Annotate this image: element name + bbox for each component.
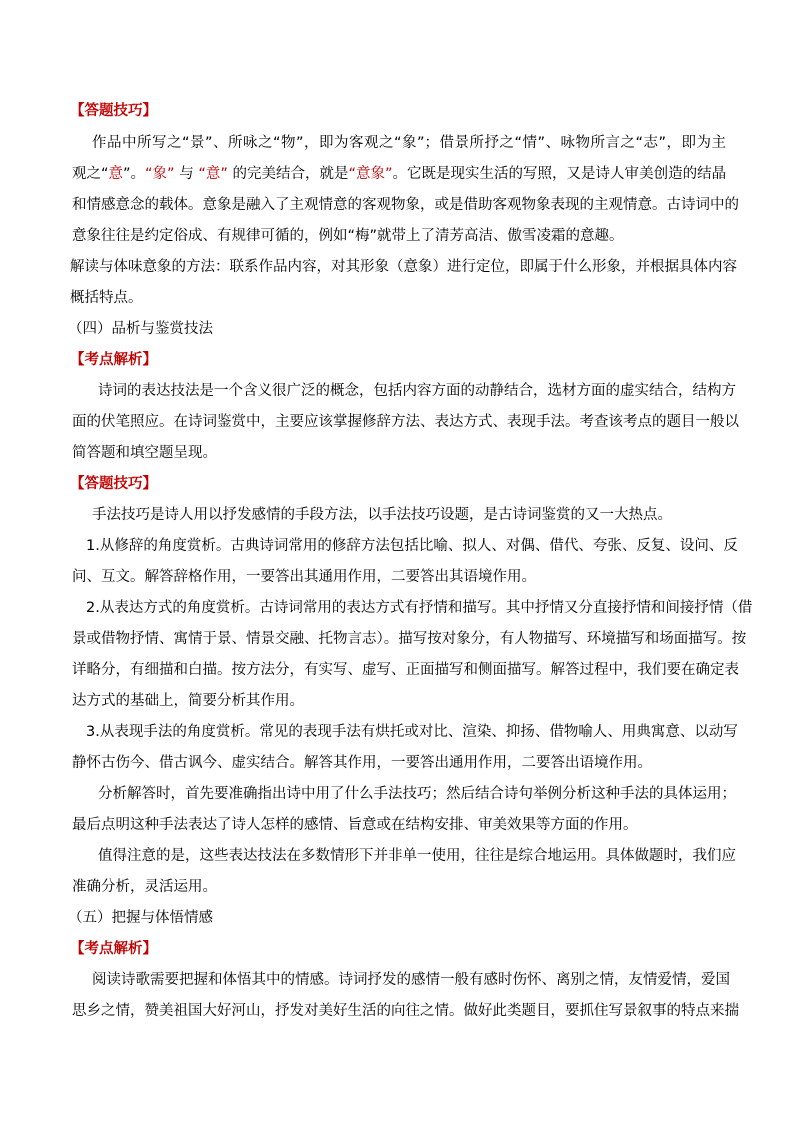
heading-answer-skills-1: 【答题技巧】 [70,103,157,119]
para-line: 静怀古伤今、借古讽今、虚实结合。解答其作用，一要答出通用作用，二要答出语境作用。 [72,755,652,771]
highlight-yi-2: “意” [198,166,228,182]
para-line: 手法技巧是诗人用以抒发感情的手段方法，以手法技巧设题，是古诗词鉴赏的又一大热点。 [92,507,672,523]
para-line: 作品中所写之“景”、所咏之“物”，即为客观之“象”；借景所抒之“情”、咏物所言之“志”，即为主 [92,135,726,151]
para-line: 概括特点。 [70,290,143,306]
text-segment: 的完美结合，就是 [232,166,349,182]
para-line: 阅读诗歌需要把握和体悟其中的情感。诗词抒发的感情一般有感时伤怀、离别之情，友情爱情，爱国 [92,972,730,988]
para-line: 和情感意念的载体。意象是融入了主观情意的客观物象，或是借助客观物象表现的主观情意。古诗词中的 [72,197,739,213]
subsection-title-4: （四）品析与鉴赏技法 [68,321,213,337]
subsection-title-5: （五）把握与体悟情感 [68,910,213,926]
para-line: 景或借物抒情、寓情于景、情景交融、托物言志）。描写按对象分，有人物描写、环境描写和场面描写。按 [72,631,747,647]
text-segment: 与 [179,166,194,182]
heading-answer-skills-2: 【答题技巧】 [70,476,157,492]
heading-point-analysis-2: 【考点解析】 [70,941,157,957]
para-line: 1.从修辞的角度赏析。古典诗词常用的修辞方法包括比喻、拟人、对偶、借代、夸张、反复、设问、反 [86,538,738,554]
para-line: 意象往往是约定俗成、有规律可循的，例如“梅”就带上了清芳高洁、傲雪凌霜的意趣。 [72,228,624,244]
para-line: 简答题和填空题呈现。 [72,445,217,461]
highlight-xiang: “象” [145,166,175,182]
para-line: 问、互文。解答辞格作用，一要答出其通用作用，二要答出其语境作用。 [72,569,536,585]
highlight-yi: 意 [108,166,124,182]
para-line: 思乡之情，赞美祖国大好河山，抒发对美好生活的向往之情。做好此类题目，要抓住写景叙事的特点来揣 [72,1003,739,1019]
para-line: 诗词的表达技法是一个含义很广泛的概念，包括内容方面的动静结合，选材方面的虚实结合，结构方 [98,383,736,399]
heading-point-analysis-1: 【考点解析】 [70,352,157,368]
para-line: 解读与体味意象的方法：联系作品内容，对其形象（意象）进行定位，即属于什么形象，并根据具体内容 [70,259,737,275]
para-line: 面的伏笔照应。在诗词鉴赏中，主要应该掌握修辞方法、表达方式、表现手法。考查该考点的题目一般以 [72,414,739,430]
text-segment: 。它既是现实生活的写照，又是诗人审美创造的结晶 [392,166,727,182]
para-line: 3.从表现手法的角度赏析。常见的表现手法有烘托或对比、渲染、抑扬、借物喻人、用典寓意、以动写 [86,724,738,740]
highlight-yixiang: “意象” [348,166,393,182]
para-line-mixed [72,164,726,184]
para-line: 达方式的基础上，简要分析其作用。 [72,693,304,709]
text-segment: 观之“ [72,166,109,182]
para-line: 准确分析，灵活运用。 [72,879,217,895]
text-segment: ”。 [123,166,146,182]
para-line: 2.从表达方式的角度赏析。古诗词常用的表达方式有抒情和描写。其中抒情又分直接抒情和间接抒情（借 [86,600,753,616]
para-line: 最后点明这种手法表达了诗人怎样的感情、旨意或在结构安排、审美效果等方面的作用。 [72,817,638,833]
para-line: 分析解答时，首先要准确指出诗中用了什么手法技巧；然后结合诗句举例分析这种手法的具体运用； [98,786,736,802]
para-line: 值得注意的是，这些表达技法在多数情形下并非单一使用，往往是综合地运用。具体做题时，我们应 [98,848,736,864]
para-line: 详略分，有细描和白描。按方法分，有实写、虚写、正面描写和侧面描写。解答过程中，我们要在确定表 [72,662,739,678]
